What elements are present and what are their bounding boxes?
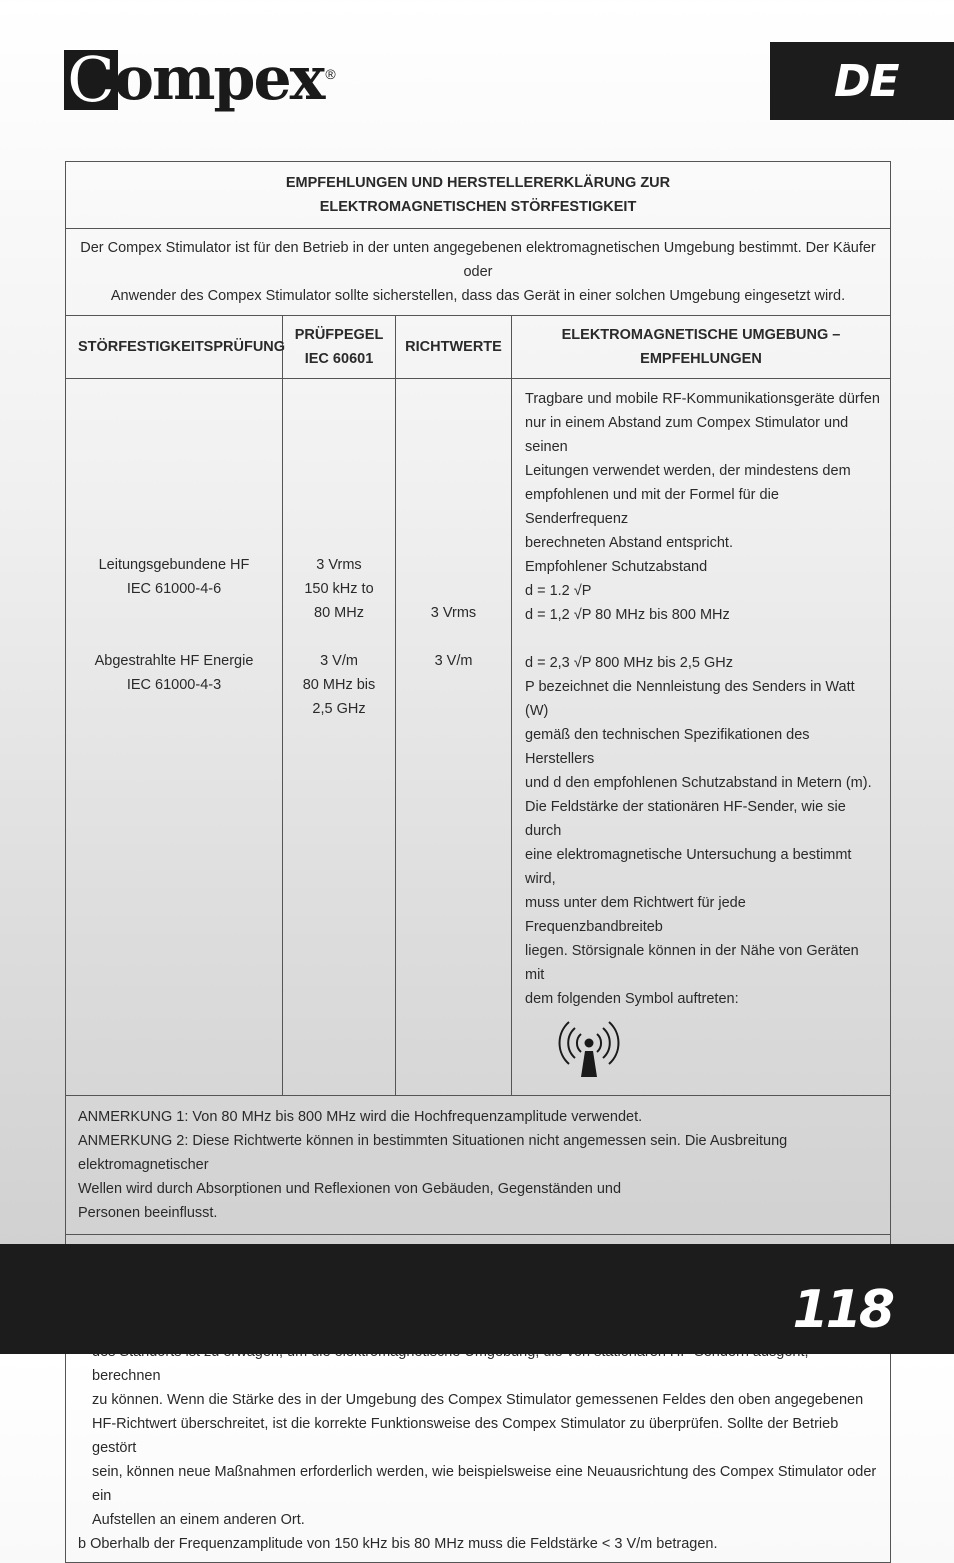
test-standard: IEC 61000-4-6 (126, 581, 222, 597)
environment-line: dem folgenden Symbol auftreten: (525, 991, 739, 1007)
level-range: 2,5 GHz (312, 701, 366, 717)
test-radiated-rf (66, 649, 282, 697)
level-range: 80 MHz bis (302, 677, 376, 693)
level-column (283, 379, 396, 1096)
environment-line: d = 1,2 √P 80 MHz bis 800 MHz (525, 607, 730, 623)
environment-line: und d den empfohlenen Schutzabstand in Metern (m). (525, 775, 872, 791)
compliance-radiated: 3 V/m (434, 653, 473, 669)
table-title-line: EMPFEHLUNGEN UND HERSTELLERERKLÄRUNG ZUR (285, 175, 671, 191)
footnote-line: Aufstellen an einem anderen Ort. (92, 1512, 305, 1528)
header-test-label: STÖRFESTIGKEITSPRÜFUNG (78, 339, 286, 355)
level-radiated (283, 649, 395, 721)
level-value: 3 V/m (320, 653, 358, 669)
intro-line: Anwender des Compex Stimulator sollte sicherstellen, dass das Gerät in einer solchen Umgebung eingesetzt wird. (110, 288, 846, 304)
environment-line: P bezeichnet die Nennleistung des Senders in Watt (W) (525, 679, 855, 719)
test-conducted-rf (66, 553, 282, 601)
footnote-line: sein, können neue Maßnahmen erforderlich werden, wie beispielsweise eine Neuausrichtung des Compex Stimulator oder ein (92, 1464, 877, 1504)
footnote-line: HF-Richtwert überschreitet, ist die korrekte Funktionsweise des Compex Stimulator zu überprüfen. Sollte der Betrieb gestört (92, 1416, 839, 1456)
compex-logo (64, 44, 336, 118)
page-footer (0, 1244, 954, 1354)
notes-text (78, 1105, 878, 1225)
header-environment-label: ELEKTROMAGNETISCHE UMGEBUNG – (561, 327, 841, 343)
logo-wordmark: ompex (114, 44, 324, 114)
environment-line: nur in einem Abstand zum Compex Stimulator und seinen (525, 415, 849, 455)
environment-line: empfohlenen und mit der Formel für die Senderfrequenz (525, 487, 779, 527)
language-code: DE (834, 55, 899, 107)
table-intro (66, 229, 891, 316)
header-level (283, 316, 396, 379)
environment-line (525, 627, 882, 651)
header-environment-label: EMPFEHLUNGEN (640, 351, 762, 367)
footnote-line: b Oberhalb der Frequenzamplitude von 150 kHz bis 80 MHz muss die Feldstärke < 3 V/m betragen. (78, 1536, 718, 1552)
level-range: 150 kHz to (304, 581, 374, 597)
note-line: Personen beeinflusst. (78, 1205, 218, 1221)
footnote-line: zu können. Wenn die Stärke des in der Umgebung des Compex Stimulator gemessenen Feldes den oben angegebenen (92, 1392, 864, 1408)
non-ionizing-radiation-icon (555, 1019, 623, 1087)
environment-line: berechneten Abstand entspricht. (525, 535, 733, 551)
environment-line: Empfohlener Schutzabstand (525, 559, 708, 575)
compliance-conducted: 3 Vrms (430, 605, 477, 621)
header-test (66, 316, 286, 379)
header-compliance-label: RICHTWERTE (405, 339, 502, 355)
table-notes (66, 1096, 891, 1235)
note-line: ANMERKUNG 1: Von 80 MHz bis 800 MHz wird die Hochfrequenzamplitude verwendet. (78, 1109, 643, 1125)
environment-text (525, 387, 882, 1011)
level-conducted (283, 553, 395, 625)
compliance-column (396, 379, 512, 1096)
test-column (66, 379, 283, 1096)
language-tab (770, 42, 954, 120)
environment-line: gemäß den technischen Spezifikationen des Herstellers (525, 727, 810, 767)
header-level-standard: IEC 60601 (304, 351, 374, 367)
level-value: 3 Vrms (316, 557, 362, 573)
registered-mark: ® (325, 66, 336, 82)
footnote-line: berechnen (92, 1368, 161, 1384)
test-standard: IEC 61000-4-3 (126, 677, 222, 693)
header-compliance (396, 316, 512, 379)
header-environment (512, 316, 891, 379)
environment-line: Tragbare und mobile RF-Kommunikationsgeräte dürfen (525, 391, 880, 407)
environment-line: Die Feldstärke der stationären HF-Sender, wie sie durch (525, 799, 846, 839)
level-range: 80 MHz (314, 605, 364, 621)
environment-line: Leitungen verwendet werden, der mindestens dem (525, 463, 851, 479)
page-number: 118 (792, 1280, 892, 1340)
test-name: Abgestrahlte HF Energie (94, 653, 254, 669)
note-line: ANMERKUNG 2: Diese Richtwerte können in bestimmten Situationen nicht angemessen sein. Die Ausbreitung elektromagnetischer (78, 1133, 788, 1173)
environment-line: d = 2,3 √P 800 MHz bis 2,5 GHz (525, 655, 733, 671)
intro-line: Der Compex Stimulator ist für den Betrieb in der unten angegebenen elektromagnetischen Umgebung bestimmt. Der Käufer oder (80, 240, 876, 280)
test-name: Leitungsgebundene HF (98, 557, 250, 573)
environment-line: eine elektromagnetische Untersuchung a bestimmt wird, (525, 847, 852, 887)
environment-line: d = 1.2 √P (525, 583, 592, 599)
environment-line: muss unter dem Richtwert für jede Frequenzbandbreiteb (525, 895, 746, 935)
environment-column (512, 379, 891, 1096)
note-line: Wellen wird durch Absorptionen und Reflexionen von Gebäuden, Gegenständen und (78, 1181, 622, 1197)
logo-initial: C (64, 50, 118, 110)
table-title-line: ELEKTROMAGNETISCHEN STÖRFESTIGKEIT (319, 199, 637, 215)
table-title (66, 162, 891, 229)
environment-line: liegen. Störsignale können in der Nähe von Geräten mit (525, 943, 859, 983)
header-level-label: PRÜFPEGEL (294, 327, 384, 343)
